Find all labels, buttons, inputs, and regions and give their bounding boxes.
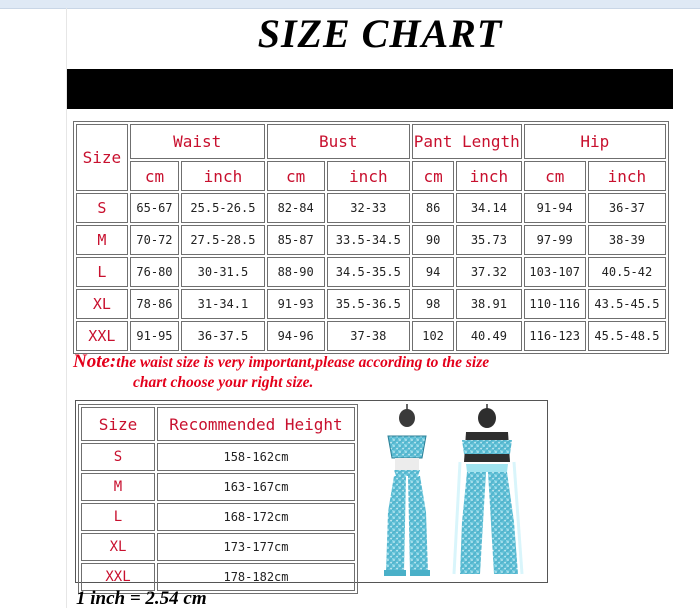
table-cell: 25.5-26.5 [181, 193, 264, 223]
height-cell: 163-167cm [157, 473, 355, 501]
table-cell: 45.5-48.5 [588, 321, 666, 351]
conversion-note: 1 inch = 2.54 cm [76, 588, 207, 609]
table-cell: 37.32 [456, 257, 521, 287]
unit-header: inch [181, 161, 264, 191]
unit-header: cm [267, 161, 325, 191]
black-banner [67, 69, 673, 109]
unit-header: inch [588, 161, 666, 191]
size-note [73, 352, 673, 393]
size-cell: M [81, 473, 155, 501]
size-cell: XL [81, 533, 155, 561]
table-cell: 91-95 [130, 321, 180, 351]
bust-header: Bust [267, 124, 410, 159]
table-cell: 43.5-45.5 [588, 289, 666, 319]
table-cell: 35.5-36.5 [327, 289, 410, 319]
table-cell: 110-116 [524, 289, 586, 319]
table-cell: 97-99 [524, 225, 586, 255]
table-cell: 31-34.1 [181, 289, 264, 319]
waist-header: Waist [130, 124, 265, 159]
table-cell: 36-37.5 [181, 321, 264, 351]
table-cell: 103-107 [524, 257, 586, 287]
unit-header: inch [456, 161, 521, 191]
table-cell: 90 [412, 225, 454, 255]
table-row [76, 289, 666, 319]
table-cell: 116-123 [524, 321, 586, 351]
size-cell: L [81, 503, 155, 531]
size-cell: S [76, 193, 128, 223]
unit-header: inch [327, 161, 410, 191]
size-header: Size [76, 124, 128, 191]
table-cell: 38.91 [456, 289, 521, 319]
table-cell: 36-37 [588, 193, 666, 223]
table-cell: 38-39 [588, 225, 666, 255]
height-chart-table [78, 404, 358, 594]
hip-header: Hip [524, 124, 666, 159]
table-cell: 34.5-35.5 [327, 257, 410, 287]
table-cell: 86 [412, 193, 454, 223]
table-cell: 35.73 [456, 225, 521, 255]
size-cell: XXL [76, 321, 128, 351]
unit-header: cm [412, 161, 454, 191]
costume-mannequins-image [362, 402, 544, 579]
table-cell: 70-72 [130, 225, 180, 255]
height-cell: 173-177cm [157, 533, 355, 561]
table-row [81, 443, 355, 471]
size-cell: XXL [81, 563, 155, 591]
table-cell: 40.49 [456, 321, 521, 351]
size-cell: M [76, 225, 128, 255]
table-cell: 82-84 [267, 193, 325, 223]
table-cell: 30-31.5 [181, 257, 264, 287]
size-cell: XL [76, 289, 128, 319]
table-row [76, 225, 666, 255]
table-cell: 40.5-42 [588, 257, 666, 287]
table-cell: 32-33 [327, 193, 410, 223]
table-cell: 33.5-34.5 [327, 225, 410, 255]
height-cell: 158-162cm [157, 443, 355, 471]
table-row [81, 473, 355, 501]
size-cell: L [76, 257, 128, 287]
size-cell: S [81, 443, 155, 471]
table-cell: 65-67 [130, 193, 180, 223]
table-cell: 27.5-28.5 [181, 225, 264, 255]
table-cell: 76-80 [130, 257, 180, 287]
table-cell: 37-38 [327, 321, 410, 351]
table-cell: 88-90 [267, 257, 325, 287]
table-cell: 102 [412, 321, 454, 351]
unit-header: cm [130, 161, 180, 191]
page-title: SIZE CHART [257, 11, 503, 56]
table-cell: 91-94 [524, 193, 586, 223]
table-cell: 98 [412, 289, 454, 319]
table-row [81, 533, 355, 561]
table-row [76, 321, 666, 351]
table-cell: 78-86 [130, 289, 180, 319]
table-cell: 85-87 [267, 225, 325, 255]
size-chart-table [73, 121, 669, 354]
height-cell: 178-182cm [157, 563, 355, 591]
size-header: Size [81, 407, 155, 441]
table-cell: 91-93 [267, 289, 325, 319]
top-border [0, 0, 700, 9]
table-cell: 34.14 [456, 193, 521, 223]
table-cell: 94-96 [267, 321, 325, 351]
note-line-1: the waist size is very important,please according to the size [116, 354, 490, 371]
table-row [76, 193, 666, 223]
table-row [76, 257, 666, 287]
unit-header: cm [524, 161, 586, 191]
pant-length-header: Pant Length [412, 124, 522, 159]
table-cell: 94 [412, 257, 454, 287]
note-label: Note: [73, 351, 117, 372]
note-line-2: chart choose your right size. [133, 374, 314, 391]
table-row [81, 503, 355, 531]
height-header: Recommended Height [157, 407, 355, 441]
height-cell: 168-172cm [157, 503, 355, 531]
table-row [81, 563, 355, 591]
